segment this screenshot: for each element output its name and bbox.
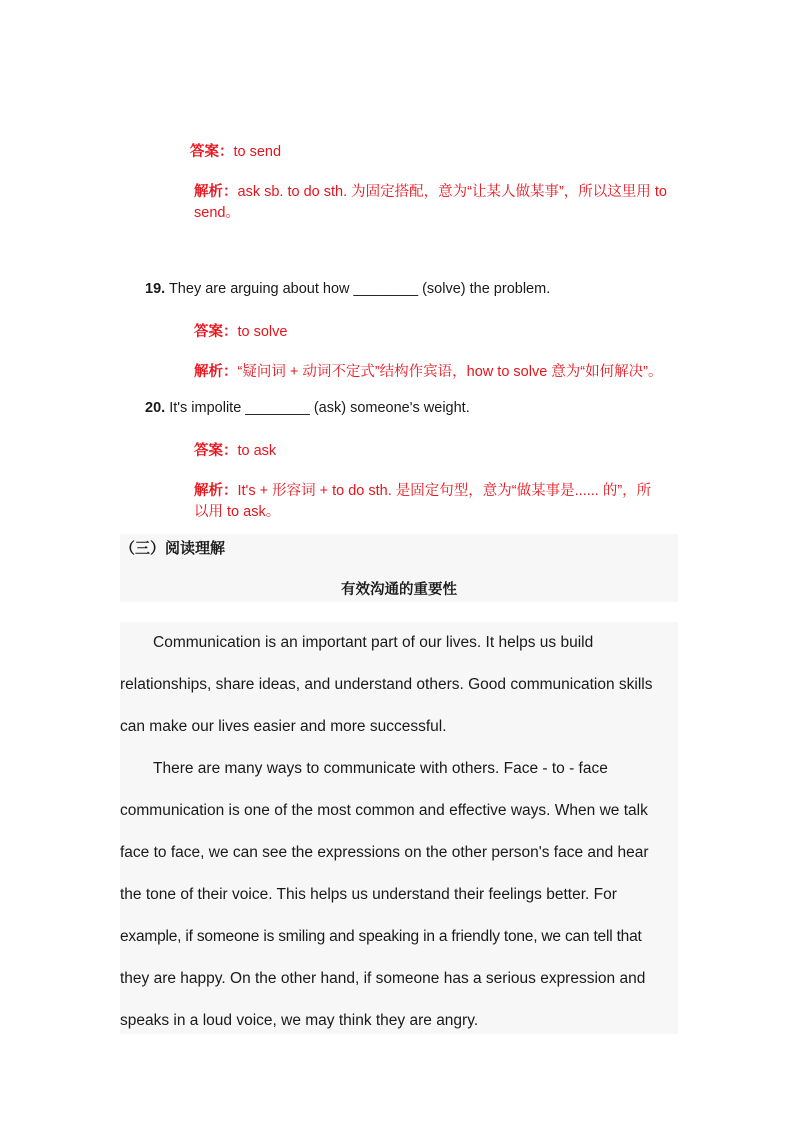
answer-18 xyxy=(190,140,281,161)
paragraph-line: they are happy. On the other hand, if someone has a serious expression and xyxy=(120,970,646,987)
question-text: It's impolite ________ (ask) someone's weight. xyxy=(169,400,470,416)
question-20 xyxy=(145,400,470,416)
explanation-20-line-2: 以用 to ask。 xyxy=(194,504,281,520)
question-19 xyxy=(145,281,550,297)
paragraph-line: face to face, we can see the expressions on the other person's face and hear xyxy=(120,844,649,861)
answer-label: 答案： xyxy=(194,443,238,459)
paragraph-line: example, if someone is smiling and speaking in a friendly tone, we can tell that xyxy=(120,928,642,945)
question-text: They are arguing about how ________ (solve) the problem. xyxy=(168,281,551,297)
answer-label: 答案： xyxy=(194,324,238,340)
explanation-label: 解析： xyxy=(194,483,238,499)
paragraph-line: can make our lives easier and more successful. xyxy=(120,718,447,735)
explanation-18-line-1 xyxy=(194,180,667,201)
paragraph-line: relationships, share ideas, and understand others. Good communication skills xyxy=(120,676,653,693)
answer-label: 答案： xyxy=(190,144,234,160)
paragraph-line: speaks in a loud voice, we may think they are angry. xyxy=(120,1012,479,1029)
article-title: 有效沟通的重要性 xyxy=(341,582,457,598)
explanation-20-line-1 xyxy=(194,479,651,500)
question-number: 20. xyxy=(145,400,166,416)
explanation-19 xyxy=(194,360,662,381)
answer-text: to ask xyxy=(237,443,277,459)
explanation-label: 解析： xyxy=(194,184,238,200)
explanation-text: ask sb. to do sth. 为固定搭配，意为“让某人做某事”，所以这里用 to xyxy=(237,184,667,200)
answer-19 xyxy=(194,320,287,341)
explanation-label: 解析： xyxy=(194,364,238,380)
explanation-text: It's + 形容词 + to do sth. 是固定句型，意为“做某事是...... 的”，所 xyxy=(237,483,652,499)
paragraph-line: Communication is an important part of our lives. It helps us build xyxy=(153,634,594,651)
answer-text: to send xyxy=(233,144,282,160)
paragraph-line: the tone of their voice. This helps us understand their feelings better. For xyxy=(120,886,617,903)
section-title: （三）阅读理解 xyxy=(120,540,226,557)
paragraph-line: There are many ways to communicate with others. Face - to - face xyxy=(153,760,608,777)
question-number: 19. xyxy=(145,281,166,297)
answer-text: to solve xyxy=(237,324,288,340)
explanation-text: “疑问词 + 动词不定式”结构作宾语，how to solve 意为“如何解决”。 xyxy=(237,364,663,380)
answer-20 xyxy=(194,439,276,460)
paragraph-line: communication is one of the most common and effective ways. When we talk xyxy=(120,802,648,819)
explanation-18-line-2: send。 xyxy=(194,205,240,221)
